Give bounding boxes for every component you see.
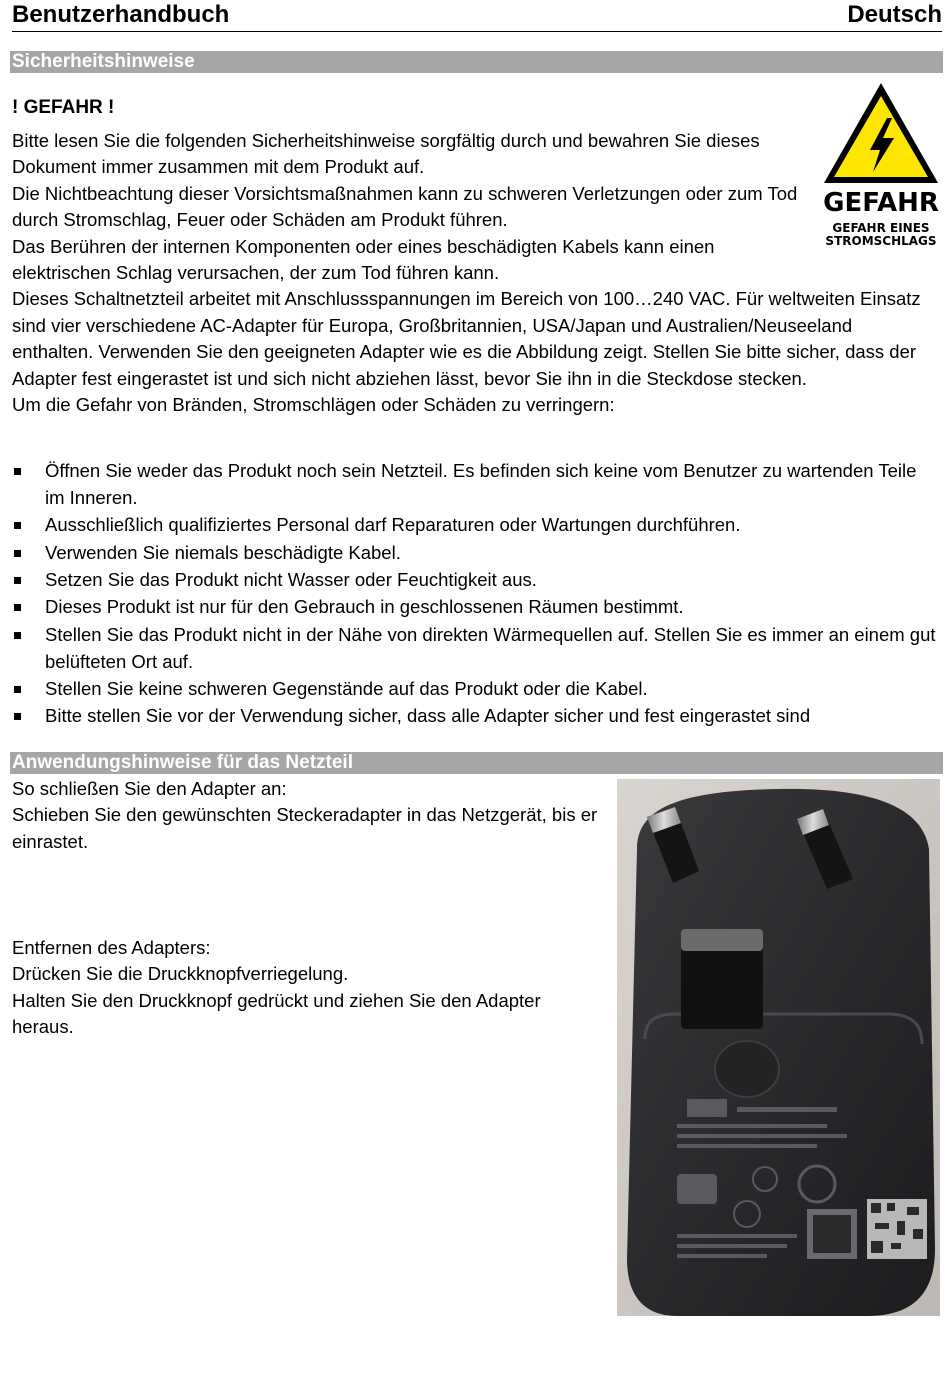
list-item: Setzen Sie das Produkt nicht Wasser oder Feuchtigkeit aus.: [12, 567, 937, 594]
list-item: Öffnen Sie weder das Produkt noch sein Netzteil. Es befinden sich keine vom Benutzer zu wartenden Teile im Inneren.: [12, 458, 937, 512]
safety-section-heading: Sicherheitshinweise: [10, 51, 943, 73]
page-header: [12, 0, 942, 32]
uk-adapter-photo: [617, 779, 940, 1316]
list-item: Verwenden Sie niemals beschädigte Kabel.: [12, 540, 937, 567]
language-label: Deutsch: [847, 1, 942, 28]
remove-title: Entfernen des Adapters:: [12, 937, 211, 958]
remove-step: Drücken Sie die Druckknopfverriegelung.: [12, 963, 349, 985]
list-item: Bitte stellen Sie vor der Verwendung sicher, dass alle Adapter sicher und fest eingerastet sind: [12, 703, 937, 730]
list-item: Stellen Sie keine schweren Gegenstände auf das Produkt oder die Kabel.: [12, 676, 937, 703]
list-item: Ausschließlich qualifiziertes Personal darf Reparaturen oder Wartungen durchführen.: [12, 512, 937, 539]
list-item: Dieses Produkt ist nur für den Gebrauch in geschlossenen Räumen bestimmt.: [12, 594, 937, 621]
electric-shock-warning-icon: [822, 80, 940, 250]
attach-title: So schließen Sie den Adapter an:: [12, 778, 287, 799]
remove-instructions: [12, 935, 602, 1041]
sign-word: GEFAHR: [823, 188, 939, 218]
safety-paragraph: Die Nichtbeachtung dieser Vorsichtsmaßnahmen kann zu schweren Verletzungen oder zum Tod durch Stromschlag, Feuer oder Schäden am Produkt führen.: [12, 182, 798, 231]
remove-step: Halten Sie den Druckknopf gedrückt und ziehen Sie den Adapter heraus.: [12, 989, 541, 1038]
danger-title: ! GEFAHR !: [12, 97, 115, 118]
safety-bullet-list: [12, 458, 937, 731]
attach-instructions: [12, 776, 602, 855]
safety-paragraph: Das Berühren der internen Komponenten oder eines beschädigten Kabels kann einen elektrischen Schlag verursachen, der zum Tod führen kann.: [12, 235, 715, 284]
attach-text: Schieben Sie den gewünschten Steckeradapter in das Netzgerät, bis er einrastet.: [12, 804, 598, 852]
sign-caption-line2: STROMSCHLAGS: [825, 234, 937, 248]
document-title: Benutzerhandbuch: [12, 1, 230, 28]
list-item: Stellen Sie das Produkt nicht in der Nähe von direkten Wärmequellen auf. Stellen Sie es immer an einem gut belüfteten Ort auf.: [12, 622, 937, 676]
sign-caption-line1: GEFAHR EINES: [832, 221, 930, 235]
safety-paragraph: Um die Gefahr von Bränden, Stromschlägen oder Schäden zu verringern:: [12, 394, 615, 416]
usage-section-heading: Anwendungshinweise für das Netzteil: [10, 752, 943, 774]
safety-paragraph: Bitte lesen Sie die folgenden Sicherheitshinweise sorgfältig durch und bewahren Sie dieses Dokument immer zusammen mit dem Produkt auf.: [12, 130, 760, 178]
safety-paragraph: Dieses Schaltnetzteil arbeitet mit Anschlussspannungen im Bereich von 100…240 VAC. Für weltweiten Einsatz sind vier verschiedene AC-Adapter für Europa, Großbritannien, USA/Japan und Australien/Neuseeland enthalten. Verwenden Sie den geeigneten Adapter wie es die Abbildung zeigt. Stellen Sie bitte sicher, dass der Adapter fest eingerastet ist und sich nicht abziehen lässt, bevor Sie ihn in die Steckdose stecken.: [12, 288, 921, 389]
